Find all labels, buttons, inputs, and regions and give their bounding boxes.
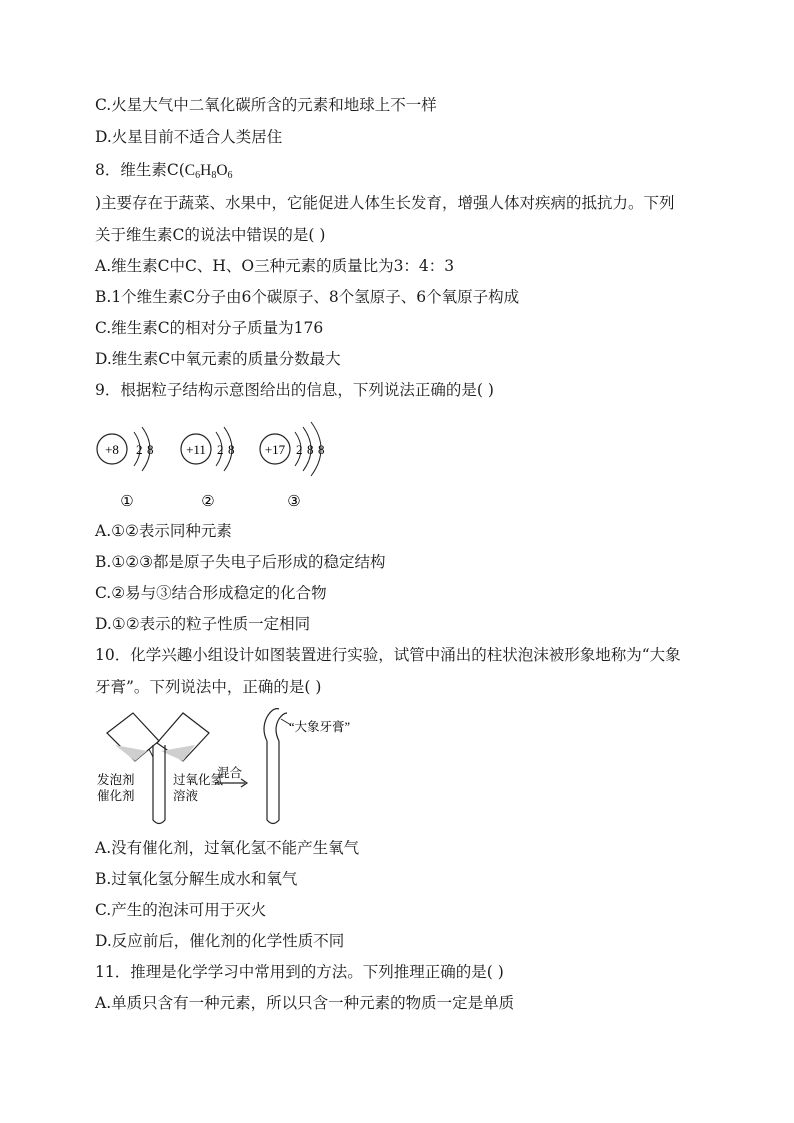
particle-1-label: ① xyxy=(120,494,134,510)
q8-option-c: C.维生素C的相对分子质量为176 xyxy=(95,319,324,337)
label-elephant-toothpaste: “大象牙膏” xyxy=(289,720,351,734)
particle-3-nucleus-charge: +17 xyxy=(264,442,286,457)
q9-option-d: D.①②表示的粒子性质一定相同 xyxy=(95,615,311,633)
particle-3-shell-2-electrons: 8 xyxy=(307,442,314,457)
particle-3-diagram xyxy=(260,422,325,510)
particle-1-shell-2-electrons: 8 xyxy=(147,442,154,457)
q9-option-b: B.①②③都是原子失电子后形成的稳定结构 xyxy=(95,553,386,571)
particle-structure-figure xyxy=(90,418,350,518)
particle-1-nucleus-charge: +8 xyxy=(105,442,119,457)
q8-formula: $C_6H_8O_6$ xyxy=(184,162,233,181)
q9-stem: 9．根据粒子结构示意图给出的信息，下列说法正确的是( ) xyxy=(95,381,494,399)
test-tube-before xyxy=(153,745,165,824)
elephant-toothpaste-figure xyxy=(95,705,385,830)
particle-2-diagram xyxy=(181,427,235,510)
particle-1-diagram xyxy=(97,427,154,510)
particle-1-shell-1-electrons: 2 xyxy=(136,442,143,457)
q8-option-d: D.维生素C中氧元素的质量分数最大 xyxy=(95,350,341,368)
label-hydrogen-peroxide: 过氧化氢 xyxy=(173,773,224,787)
particle-2-shell-2-electrons: 8 xyxy=(228,442,235,457)
particle-3-shell-1-electrons: 2 xyxy=(296,442,303,457)
q8-stem-line1 xyxy=(95,160,233,186)
q9-option-a: A.①②表示同种元素 xyxy=(95,522,232,540)
q8-option-b: B.1个维生素C分子由6个碳原子、8个氢原子、6个氧原子构成 xyxy=(95,288,520,306)
particle-2-label: ② xyxy=(201,494,215,510)
label-foaming-agent: 发泡剂 xyxy=(97,773,135,787)
q10-option-b: B.过氧化氢分解生成水和氧气 xyxy=(95,870,298,888)
q10-option-c: C.产生的泡沫可用于灭火 xyxy=(95,901,267,919)
q11-stem: 11．推理是化学学习中常用到的方法。下列推理正确的是( ) xyxy=(95,963,504,981)
label-mix: 混合 xyxy=(217,766,243,780)
q8-stem-line3: 关于维生素C的说法中错误的是( ) xyxy=(95,226,326,244)
q10-stem-line2: 牙膏”。下列说法中，正确的是( ) xyxy=(95,678,322,696)
q11-option-a: A.单质只含有一种元素，所以只含一种元素的物质一定是单质 xyxy=(95,994,515,1012)
foam-column-right xyxy=(276,713,287,741)
particle-3-shell-3-electrons: 8 xyxy=(318,442,325,457)
beaker-catalyst xyxy=(107,713,159,761)
particle-2-shell-1-electrons: 2 xyxy=(217,442,224,457)
test-tube-after xyxy=(264,709,291,824)
q7-option-c: C.火星大气中二氧化碳所含的元素和地球上不一样 xyxy=(95,96,437,114)
q10-option-a: A.没有催化剂，过氧化氢不能产生氧气 xyxy=(95,839,360,857)
particle-3-label: ③ xyxy=(287,494,301,510)
q10-stem-line1: 10．化学兴趣小组设计如图装置进行实验，试管中涌出的柱状泡沫被形象地称为“大象 xyxy=(95,646,681,664)
label-solution: 溶液 xyxy=(173,789,199,803)
q7-option-d: D.火星目前不适合人类居住 xyxy=(95,128,283,146)
q8-stem-line2: )主要存在于蔬菜、水果中，它能促进人体生长发育，增强人体对疾病的抵抗力。下列 xyxy=(95,194,675,212)
q8-prefix: 8．维生素C( xyxy=(95,161,185,179)
label-catalyst: 催化剂 xyxy=(97,789,135,803)
q9-option-c: C.②易与③结合形成稳定的化合物 xyxy=(95,584,327,602)
q8-option-a: A.维生素C中C、H、O三种元素的质量比为3：4：3 xyxy=(95,257,455,275)
q10-option-d: D.反应前后，催化剂的化学性质不同 xyxy=(95,932,345,950)
particle-2-nucleus-charge: +11 xyxy=(186,442,206,457)
